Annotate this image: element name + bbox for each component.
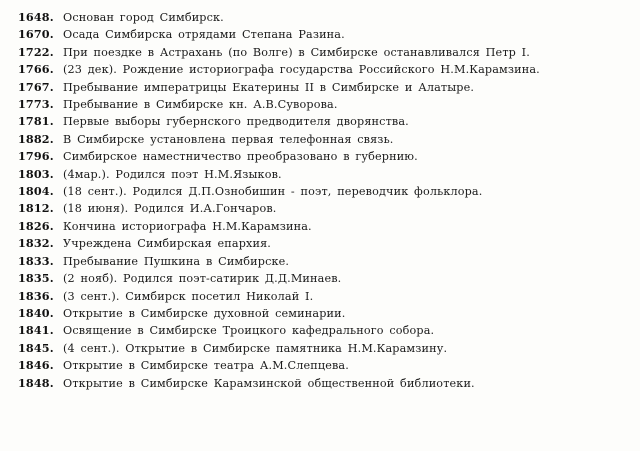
entry-event: Пребывание императрицы Екатерины II в Симбирске и Алатыре.	[63, 80, 475, 94]
entry-year: 1846.	[18, 358, 54, 373]
entry-event: (18 сент.). Родился Д.П.Ознобишин - поэт, переводчик фольклора.	[63, 185, 483, 199]
chronology-entry	[18, 375, 630, 392]
chronology-entry	[18, 131, 630, 148]
entry-year: 1648.	[18, 10, 54, 24]
entry-event: (18 июня). Родился И.А.Гончаров.	[63, 202, 277, 216]
entry-event: Пребывание в Симбирске кн. А.В.Суворова.	[63, 98, 338, 112]
chronology-entry	[18, 166, 630, 183]
entry-year: 1722.	[18, 44, 54, 59]
entry-event: (4мар.). Родился поэт Н.М.Языков.	[63, 167, 282, 181]
entry-event: (23 дек). Рождение историографа государства Российского Н.М.Карамзина.	[63, 63, 540, 77]
chronology-entry	[18, 79, 630, 96]
chronology-entry	[18, 44, 630, 61]
chronology-entry	[18, 357, 630, 374]
entry-year: 1848.	[18, 375, 54, 390]
entry-year: 1836.	[18, 288, 54, 303]
entry-year: 1812.	[18, 201, 54, 216]
entry-event: Учреждена Симбирская епархия.	[63, 237, 271, 251]
entry-event: Первые выборы губернского предводителя дворянства.	[63, 115, 409, 129]
chronology-entry	[18, 61, 630, 78]
entry-year: 1833.	[18, 253, 54, 268]
chronology-entry	[18, 253, 630, 270]
entry-event: В Симбирске установлена первая телефонная связь.	[63, 132, 394, 146]
chronology-entry	[18, 340, 630, 357]
entry-event: Освящение в Симбирске Троицкого кафедрального собора.	[63, 324, 435, 338]
entry-year: 1781.	[18, 114, 54, 129]
entry-event: Осада Симбирска отрядами Степана Разина.	[63, 28, 345, 42]
chronology-entry	[18, 235, 630, 252]
chronology-entry	[18, 148, 630, 165]
chronology-entry	[18, 200, 630, 217]
entry-event: Открытие в Симбирске Карамзинской общественной библиотеки.	[63, 376, 475, 390]
entry-year: 1835.	[18, 271, 54, 286]
entry-year: 1766.	[18, 62, 54, 77]
entry-year: 1832.	[18, 236, 54, 251]
entry-event: Пребывание Пушкина в Симбирске.	[63, 254, 290, 268]
entry-year: 1882.	[18, 131, 54, 146]
chronology-entry	[18, 322, 630, 339]
entry-year: 1845.	[18, 340, 54, 355]
entry-event: (3 сент.). Симбирск посетил Николай I.	[63, 289, 314, 303]
entry-event: Открытие в Симбирске духовной семинарии.	[63, 306, 346, 320]
entry-year: 1803.	[18, 166, 54, 181]
entry-year: 1840.	[18, 305, 54, 320]
chronology-entry	[18, 9, 630, 26]
entry-event: При поездке в Астрахань (по Волге) в Симбирске останавливался Петр I.	[63, 45, 530, 59]
entry-year: 1670.	[18, 27, 54, 42]
chronology-entry	[18, 96, 630, 113]
chronology-entry	[18, 26, 630, 43]
entry-event: (4 сент.). Открытие в Симбирске памятника Н.М.Карамзину.	[63, 341, 448, 355]
chronology-entry	[18, 305, 630, 322]
chronology-entry	[18, 288, 630, 305]
chronology-entry	[18, 113, 630, 130]
entry-year: 1767.	[18, 79, 54, 94]
chronology-entry	[18, 270, 630, 287]
chronology-entry	[18, 183, 630, 200]
entry-event: Симбирское наместничество преобразовано в губернию.	[63, 150, 418, 164]
entry-event: (2 нояб). Родился поэт-сатирик Д.Д.Минаев.	[63, 272, 342, 286]
entry-year: 1796.	[18, 149, 54, 164]
entry-year: 1841.	[18, 323, 54, 338]
entry-event: Кончина историографа Н.М.Карамзина.	[63, 219, 312, 233]
chronology-entry	[18, 218, 630, 235]
entry-event: Открытие в Симбирске театра А.М.Слепцева.	[63, 359, 349, 373]
entry-year: 1804.	[18, 184, 54, 199]
entry-year: 1826.	[18, 218, 54, 233]
entry-event: Основан город Симбирск.	[63, 11, 224, 24]
chronology-list	[18, 9, 630, 392]
entry-year: 1773.	[18, 97, 54, 112]
